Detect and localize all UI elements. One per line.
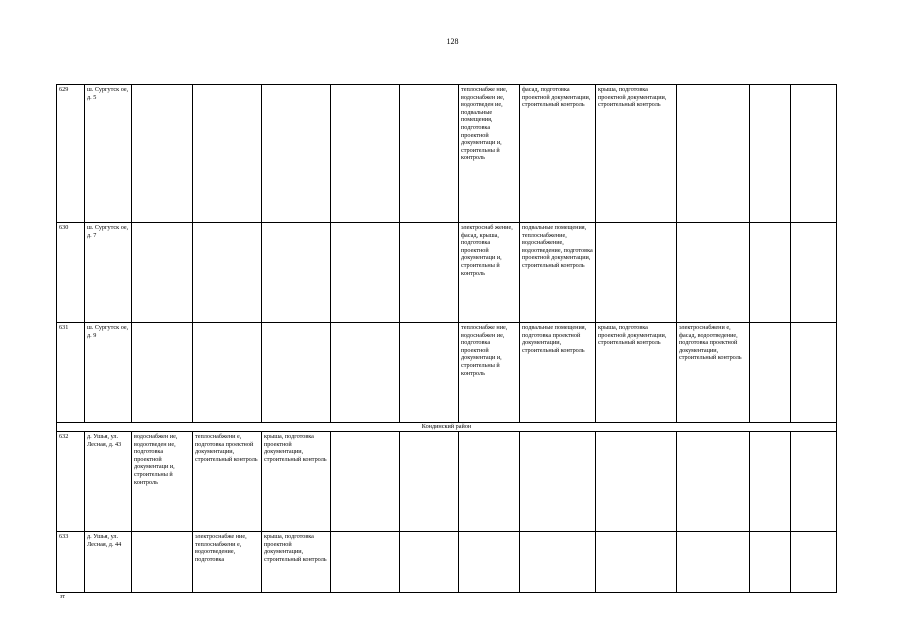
work-cell <box>520 532 596 593</box>
work-cell <box>596 223 677 323</box>
work-cell <box>791 532 837 593</box>
work-cell <box>262 223 331 323</box>
work-cell <box>400 223 459 323</box>
work-cell <box>331 532 400 593</box>
work-cell <box>400 532 459 593</box>
work-cell: крыша, подготовка проектной документации, строительный контроль <box>596 323 677 423</box>
work-cell <box>596 432 677 532</box>
work-cell: электроснабжени е, фасад, водоотведение, подготовка проектной документации, строительный контроль <box>677 323 750 423</box>
work-cell <box>677 432 750 532</box>
table-row <box>57 323 837 423</box>
work-cell <box>791 85 837 223</box>
work-cell <box>750 223 791 323</box>
district-row <box>57 423 837 432</box>
work-cell <box>677 85 750 223</box>
row-number: 633 <box>57 532 85 593</box>
work-cell <box>750 432 791 532</box>
work-cell <box>596 532 677 593</box>
work-cell <box>400 323 459 423</box>
work-cell: водоснабжен ие, водоотведен ие, подготовка проектной документаци и, строительны й контроль <box>132 432 193 532</box>
work-cell <box>750 532 791 593</box>
work-cell <box>677 223 750 323</box>
work-cell <box>677 532 750 593</box>
work-cell: крыша, подготовка проектной документации, строительный контроль <box>596 85 677 223</box>
work-cell <box>750 323 791 423</box>
address-cell: д. Ушья, ул. Лесная, д. 43 <box>85 432 132 532</box>
work-cell <box>459 532 520 593</box>
work-cell <box>400 85 459 223</box>
address-cell: ш. Сургутск ое, д. 7 <box>85 223 132 323</box>
work-cell <box>262 85 331 223</box>
work-cell <box>132 223 193 323</box>
district-label: Кондинский район <box>57 423 837 432</box>
row-number: 629 <box>57 85 85 223</box>
work-cell <box>193 323 262 423</box>
page-number: 128 <box>446 37 459 46</box>
work-cell: теплоснабже ние, водоснабжен ие, водоотведен ие, подвальные помещения, подготовка проектной документаци и, строительны й контроль <box>459 85 520 223</box>
work-cell <box>459 432 520 532</box>
footer-mark: зт <box>60 594 65 600</box>
work-cell <box>262 323 331 423</box>
table-row <box>57 85 837 223</box>
work-cell: электроснаб жение, фасад, крыша, подготовка проектной документаци и, строительны й контроль <box>459 223 520 323</box>
work-cell: крыша, подготовка проектной документации, строительный контроль <box>262 532 331 593</box>
work-cell <box>132 532 193 593</box>
work-cell <box>400 432 459 532</box>
work-cell: фасад, подготовка проектной документации, строительный контроль <box>520 85 596 223</box>
table-row <box>57 532 837 593</box>
work-cell: крыша, подготовка проектной документации, строительный контроль <box>262 432 331 532</box>
work-cell: теплоснабже ние, водоснабжен ие, подготовка проектной документаци и, строительны й контроль <box>459 323 520 423</box>
capital-repair-table <box>56 84 837 593</box>
work-cell <box>132 85 193 223</box>
work-cell <box>791 432 837 532</box>
row-number: 632 <box>57 432 85 532</box>
table-row <box>57 223 837 323</box>
work-cell <box>520 432 596 532</box>
work-cell: подвальные помещения, подготовка проектной документации, строительный контроль <box>520 323 596 423</box>
work-cell <box>331 323 400 423</box>
work-cell <box>193 85 262 223</box>
work-cell <box>132 323 193 423</box>
address-cell: д. Ушья, ул. Лесная, д. 44 <box>85 532 132 593</box>
work-cell <box>331 432 400 532</box>
work-cell: теплоснабжени е, подготовка проектной документации, строительный контроль <box>193 432 262 532</box>
work-cell <box>750 85 791 223</box>
address-cell: ш. Сургутск ое, д. 5 <box>85 85 132 223</box>
work-cell: подвальные помещения, теплоснабжение, водоснабжение, водоотведение, подготовка проектной документации, строительный контроль <box>520 223 596 323</box>
row-number: 630 <box>57 223 85 323</box>
work-cell <box>331 223 400 323</box>
work-cell <box>791 323 837 423</box>
work-cell <box>791 223 837 323</box>
work-cell <box>193 223 262 323</box>
table-row <box>57 432 837 532</box>
address-cell: ш. Сургутск ое, д. 9 <box>85 323 132 423</box>
row-number: 631 <box>57 323 85 423</box>
work-cell <box>331 85 400 223</box>
work-cell: электроснабже ние, теплоснабжени е, водоотведение, подготовка <box>193 532 262 593</box>
